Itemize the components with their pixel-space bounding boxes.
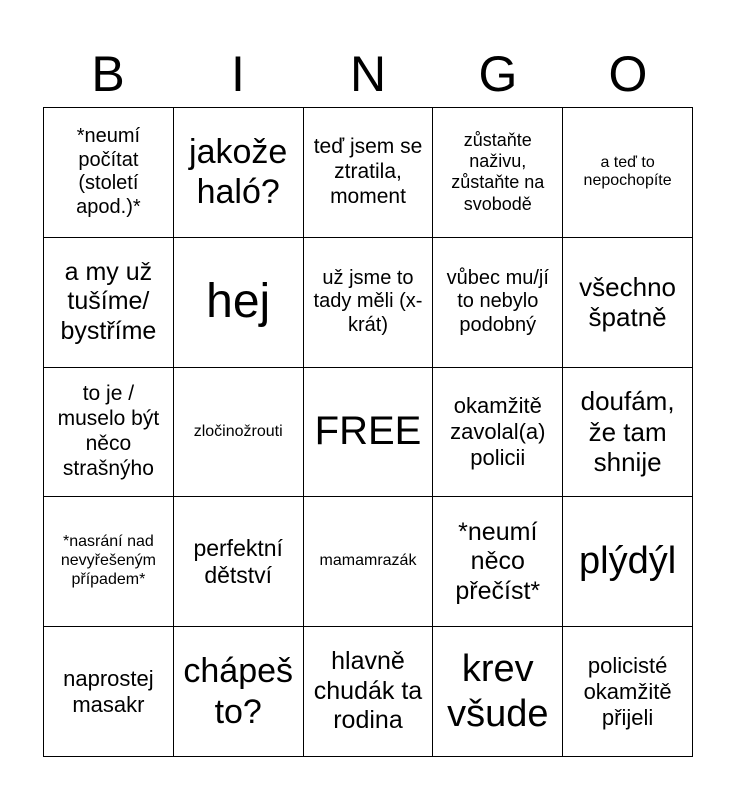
- bingo-cell[interactable]: krev všude: [433, 627, 563, 757]
- header-letter-n: N: [349, 46, 387, 102]
- header-letter-g: G: [478, 46, 518, 102]
- bingo-header: [43, 40, 693, 108]
- bingo-cell[interactable]: perfektní dětství: [174, 497, 304, 627]
- bingo-cell[interactable]: hej: [174, 238, 304, 368]
- bingo-cell[interactable]: a my už tušíme/ bystříme: [44, 238, 174, 368]
- bingo-cell[interactable]: naprostej masakr: [44, 627, 174, 757]
- bingo-cell[interactable]: mamamrazák: [304, 497, 434, 627]
- free-space[interactable]: FREE: [304, 368, 434, 498]
- bingo-cell[interactable]: hlavně chudák ta rodina: [304, 627, 434, 757]
- bingo-cell[interactable]: *neumí něco přečíst*: [433, 497, 563, 627]
- bingo-cell[interactable]: všechno špatně: [563, 238, 693, 368]
- bingo-cell[interactable]: okamžitě zavolal(a) policii: [433, 368, 563, 498]
- header-letter-i: I: [231, 46, 245, 102]
- bingo-cell[interactable]: jakože haló?: [174, 108, 304, 238]
- bingo-cell[interactable]: *neumí počítat (století apod.)*: [44, 108, 174, 238]
- bingo-cell[interactable]: policisté okamžitě přijeli: [563, 627, 693, 757]
- bingo-cell[interactable]: a teď to nepochopíte: [563, 108, 693, 238]
- bingo-cell[interactable]: už jsme to tady měli (x-krát): [304, 238, 434, 368]
- bingo-grid: [43, 107, 693, 757]
- bingo-cell[interactable]: plýdýl: [563, 497, 693, 627]
- bingo-cell[interactable]: zůstaňte naživu, zůstaňte na svobodě: [433, 108, 563, 238]
- bingo-cell[interactable]: zločinožrouti: [174, 368, 304, 498]
- bingo-cell[interactable]: doufám, že tam shnije: [563, 368, 693, 498]
- bingo-cell[interactable]: chápeš to?: [174, 627, 304, 757]
- bingo-cell[interactable]: to je / muselo být něco strašnýho: [44, 368, 174, 498]
- bingo-cell[interactable]: vůbec mu/jí to nebylo podobný: [433, 238, 563, 368]
- header-letter-b: B: [91, 46, 125, 102]
- header-letter-o: O: [608, 46, 648, 102]
- bingo-cell[interactable]: *nasrání nad nevyřešeným případem*: [44, 497, 174, 627]
- bingo-cell[interactable]: teď jsem se ztratila, moment: [304, 108, 434, 238]
